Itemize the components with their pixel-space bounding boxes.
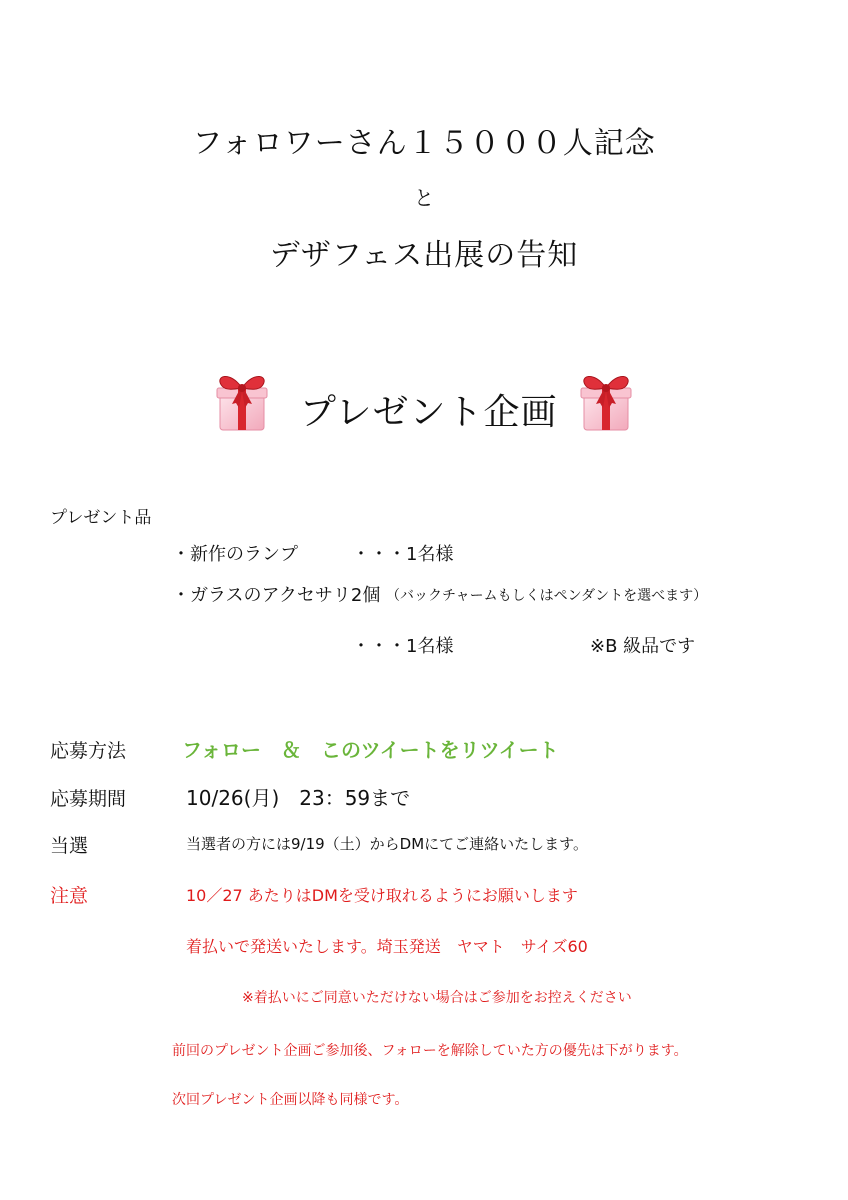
notice-line-5: 次回プレゼント企画以降も同様です。 xyxy=(172,1092,409,1108)
title-line-2: デザフェス出展の告知 xyxy=(269,238,579,273)
notice-line-2: 着払いで発送いたします。埼玉発送 ヤマト サイズ60 xyxy=(186,937,588,956)
notice-line-4: 前回のプレゼント企画ご参加後、フォローを解除していた方の優先は下がります。 xyxy=(172,1043,688,1059)
entry-method-label: 応募方法 xyxy=(50,740,127,762)
entry-period-value: 10/26(月) 23：59まで xyxy=(186,786,411,810)
prize-item-1-count: ・・・1名様 xyxy=(352,544,454,565)
prizes-heading: プレゼント品 xyxy=(50,508,152,528)
winner-label: 当選 xyxy=(50,835,89,857)
gift-box-icon xyxy=(570,364,642,436)
title-and: と xyxy=(414,186,434,210)
prize-item-2-note: （バックチャームもしくはペンダントを選べます） xyxy=(386,588,708,604)
notice-line-1: 10／27 あたりはDMを受け取れるようにお願いします xyxy=(186,886,578,905)
winner-value: 当選者の方には9/19（土）からDMにてご連絡いたします。 xyxy=(186,835,588,853)
title-line-1: フォロワーさん１５０００人記念 xyxy=(192,126,656,161)
gift-box-icon xyxy=(206,364,278,436)
prize-item-2-name: ・ガラスのアクセサリ2個 xyxy=(172,585,381,606)
prize-item-2-count: ・・・1名様 xyxy=(352,636,454,657)
notice-label: 注意 xyxy=(50,885,89,907)
entry-method-value: フォロー ＆ このツイートをリツイート xyxy=(182,738,559,762)
notice-line-3: ※着払いにご同意いただけない場合はご参加をお控えください xyxy=(242,990,632,1006)
entry-period-label: 応募期間 xyxy=(50,788,127,810)
present-campaign-title: プレゼント企画 xyxy=(300,392,558,433)
prize-item-2-grade: ※B 級品です xyxy=(590,636,696,657)
prize-item-1-name: ・新作のランプ xyxy=(172,544,298,565)
